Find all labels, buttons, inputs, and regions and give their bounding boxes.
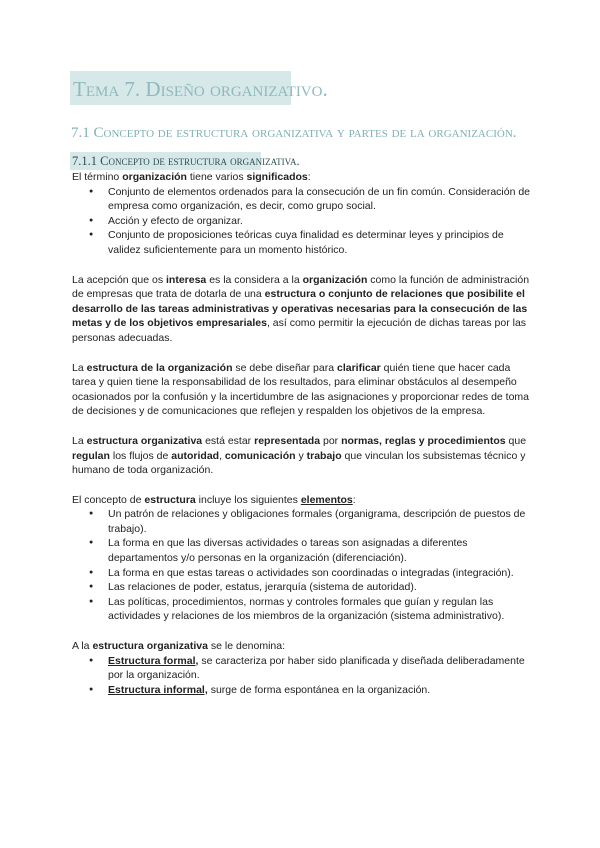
subsection-heading: 7.1.1 Concepto de estructura organizativa.: [72, 154, 300, 168]
meanings-list: [72, 185, 532, 258]
paragraph-estructura: La estructura de la organización se debe diseñar para clarificar quién tiene que hacer cada tarea y quien tiene la responsabilidad de los resultados, para eliminar obstáculos al desempeño ocasionados por la confusión y la incertidumbre de las asignaciones y proporcionar redes de toma de decisiones y de comunicaciones que reflejen y respalden los objetivos de la empresa.: [72, 361, 530, 418]
list-item: ● Estructura informal, surge de forma espontánea en la organización.: [72, 683, 532, 698]
paragraph-elementos: El concepto de estructura incluye los siguientes elementos:: [72, 493, 356, 506]
list-item: ● Estructura formal, se caracteriza por haber sido planificada y diseñada deliberadamente por la organización.: [72, 654, 532, 683]
list-item: ● Un patrón de relaciones y obligaciones formales (organigrama, descripción de puestos de trabajo).: [72, 507, 532, 536]
list-item: ● Las relaciones de poder, estatus, jerarquía (sistema de autoridad).: [72, 580, 532, 595]
term-formal: Estructura formal,: [108, 654, 199, 667]
paragraph-denomina: A la estructura organizativa se le denomina:: [72, 640, 286, 653]
list-item: ● La forma en que estas tareas o actividades son coordinadas o integradas (integración).: [72, 566, 532, 581]
list-item: ● Conjunto de proposiciones teóricas cuya finalidad es determinar leyes y principios de validez suficientemente para un momento histórico.: [72, 228, 532, 257]
paragraph-representada: La estructura organizativa está estar representada por normas, reglas y procedimientos que regulan los flujos de autoridad, comunicación y trabajo que vinculan los subsistemas técnico y humano de toda organización.: [72, 434, 527, 477]
structure-types-list: [72, 654, 532, 698]
paragraph-acepcion: La acepción que os interesa es la considera a la organización como la función de administración de empresas que trata de dotarla de una estructura o conjunto de relaciones que posibilite el desarrollo de las tareas administrativas y operativas necesarias para la consecución de las metas y de los objetivos empresariales, así como permitir la ejecución de dichas tareas por las personas adecuadas.: [72, 273, 530, 344]
body-content: [72, 170, 532, 697]
intro-paragraph: El término organización tiene varios significados:: [72, 171, 311, 183]
list-item: ● La forma en que las diversas actividades o tareas son asignadas a diferentes departamentos y/o personas en la organización (diferenciación).: [72, 536, 532, 565]
document-title: Tema 7. Diseño organizativo.: [70, 71, 291, 105]
elements-list: [72, 507, 532, 624]
section-heading: 7.1 Concepto de estructura organizativa y partes de la organización.: [71, 125, 517, 141]
list-item: ● Acción y efecto de organizar.: [72, 214, 532, 229]
list-item: ● Conjunto de elementos ordenados para la consecución de un fin común. Consideración de empresa como organización, es decir, como grupo social.: [72, 185, 532, 214]
list-item: ● Las políticas, procedimientos, normas y controles formales que guían y regulan las actividades y relaciones de los miembros de la organización (sistema administrativo).: [72, 595, 532, 624]
term-informal: Estructura informal,: [108, 683, 208, 696]
